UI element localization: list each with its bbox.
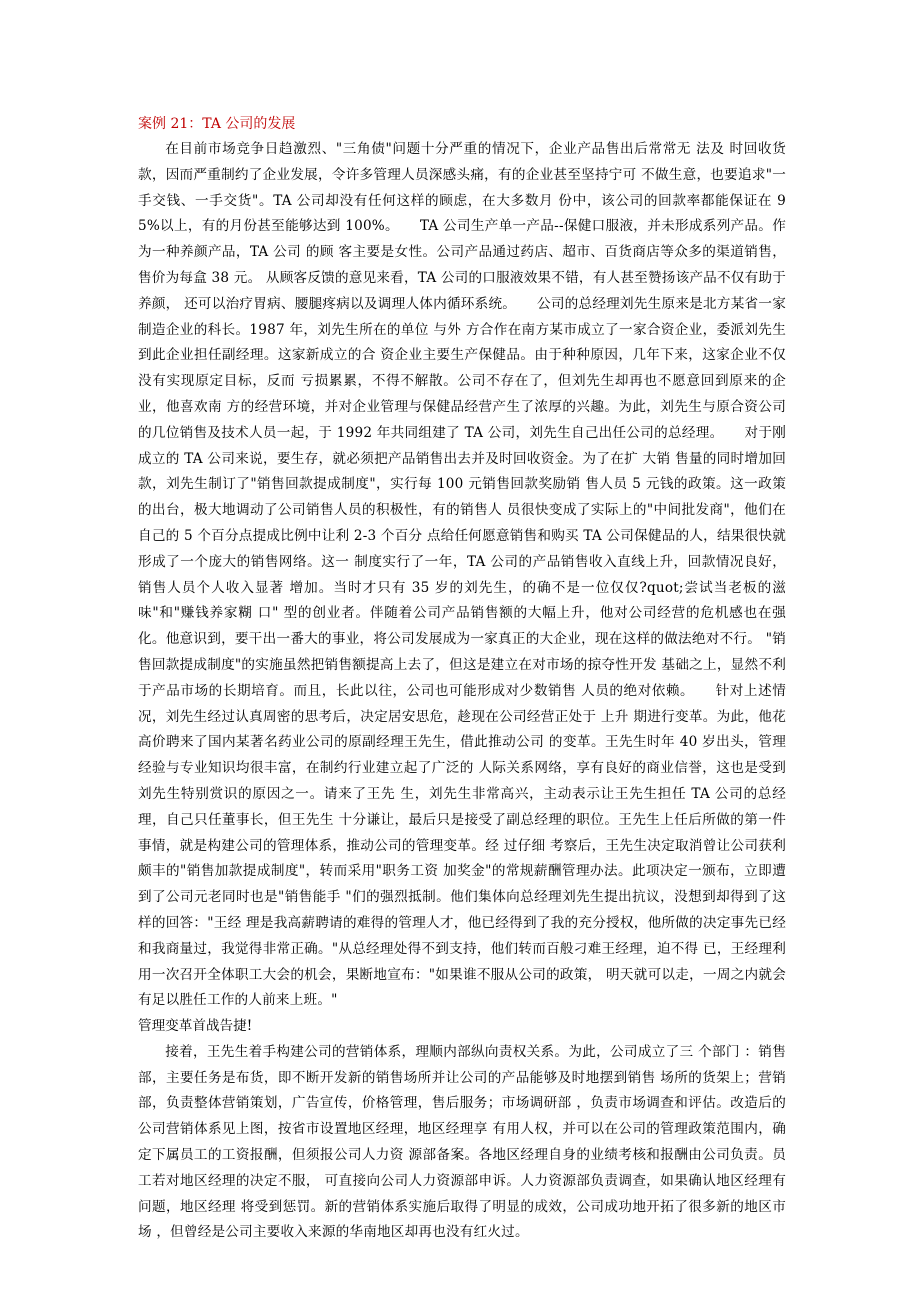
paragraph-marketing: 接着，王先生着手构建公司的营销体系，理顺内部纵向责权关系。为此，公司成立了三 个部门 ：销售部，主要任务是布货，即不断开发新的销售场所并让公司的产品能够及时地摆到销售 场所的货架上；营销部，负责整体营销策划，广告宣传，价格管理，售后服务；市场调研部 ，负责市场调查和评估。改造后的公司营销体系见上图，按省市设置地区经理，地区经理享 有用人权，并可以在公司的管理政策范围内，确定下属员工的工资报酬，但须报公司人力资 源部备案。各地区经理自身的业绩考核和报酬由公司负责。员工若对地区经理的决定不服， 可直接向公司人力资源部申诉。人力资源部负责调查，如果确认地区经理有问题，地区经理 将受到惩罚。新的营销体系实施后取得了明显的成效，公司成功地开拓了很多新的地区市场 ，但曾经是公司主要收入来源的华南地区却再也没有红火过。 <box>138 1043 786 1241</box>
case-title: 案例 21：TA 公司的发展 <box>138 116 296 132</box>
paragraph-intro: 在目前市场竞争日趋激烈、"三角债"问题十分严重的情况下，企业产品售出后常常无 法及 时回收货款，因而严重制约了企业发展，令许多管理人员深感头痛，有的企业甚至坚持宁可 不做生意，也要追求"一手交钱、一手交货"。TA 公司却没有任何这样的顾虑，在大多数月 份中，该公司的回款率都能保证在 95%以上，有的月份甚至能够达到 100%。 TA 公司生产单一产品--保健口服液，并未形成系列产品。作为一种养颜产品，TA 公司 的顾 客主要是女性。公司产品通过药店、超市、百货商店等众多的渠道销售，售价为每盒 38 元。 从顾客反馈的意见来看，TA 公司的口服液效果不错，有人甚至赞扬该产品不仅有助于养颜， 还可以治疗胃病、腰腿疼病以及调理人体内循环系统。 公司的总经理刘先生原来是北方某省一家制造企业的科长。1987 年，刘先生所在的单位 与外 方合作在南方某市成立了一家合资企业，委派刘先生到此企业担任副经理。这家新成立的合 资企业主要生产保健品。由于种种原因，几年下来，这家企业不仅没有实现原定目标，反而 亏损累累，不得不解散。公司不存在了，但刘先生却再也不愿意回到原来的企业，他喜欢南 方的经营环境，并对企业管理与保健品经营产生了浓厚的兴趣。为此，刘先生与原合资公司 的几位销售及技术人员一起，于 1992 年共同组建了 TA 公司，刘先生自己出任公司的总经理。 对于刚成立的 TA 公司来说，要生存，就必须把产品销售出去并及时回收资金。为了在扩 大销 售量的同时增加回款，刘先生制订了"销售回款提成制度"，实行每 100 元销售回款奖励销 售人员 5 元钱的政策。这一政策的出台，极大地调动了公司销售人员的积极性，有的销售人 员很快变成了实际上的"中间批发商"，他们在自己的 5 个百分点提成比例中让利 2-3 个百分 点给任何愿意销售和购买 TA 公司保健品的人，结果很快就形成了一个庞大的销售网络。这一 制度实行了一年，TA 公司的产品销售收入直线上升，回款情况良好，销售人员个人收入显著 增加。当时才只有 35 岁的刘先生，的确不是一位仅仅?quot;尝试当老板的滋味"和"赚钱养家糊 口" 型的创业者。伴随着公司产品销售额的大幅上升，他对公司经营的危机感也在强化。他意识到，要干出一番大的事业，将公司发展成为一家真正的大企业，现在这样的做法绝对不行。 "销售回款提成制度"的实施虽然把销售额提高上去了，但这是建立在对市场的掠夺性开发 基础之上，显然不利于产品市场的长期培育。而且，长此以往，公司也可能形成对少数销售 人员的绝对依赖。 针对上述情况，刘先生经过认真周密的思考后，决定居安思危，趁现在公司经营正处于 上升 期进行变革。为此，他花高价聘来了国内某著名药业公司的原副经理王先生，借此推动公司 的变革。王先生时年 40 岁出头，管理经验与专业知识均很丰富，在制约行业建立起了广泛的 人际关系网络，享有良好的商业信誉，这也是受到刘先生特别赏识的原因之一。请来了王先 生，刘先生非常高兴，主动表示让王先生担任 TA 公司的总经理，自己只任董事长，但王先生 十分谦让，最后只是接受了副总经理的职位。王先生上任后所做的第一件事情，就是构建公司的管理体系，推动公司的管理变革。经 过仔细 考察后，王先生决定取消曾让公司获利颇丰的"销售加款提成制度"，转而采用"职务工资 加奖金"的常规薪酬管理办法。此项决定一颁布，立即遭到了公司元老同时也是"销售能手 "们的强烈抵制。他们集体向总经理刘先生提出抗议，没想到却得到了这样的回答："王经 理是我高薪聘请的难得的管理人才，他已经得到了我的充分授权，他所做的决定事先已经和我商量过，我觉得非常正确。"从总经理处得不到支持，他们转而百般刁难王经理，迫不得 已，王经理利用一次召开全体职工大会的机会，果断地宣布："如果谁不服从公司的政策， 明天就可以走，一周之内就会有足以胜任工作的人前来上班。" <box>138 141 786 1009</box>
document-page <box>138 111 786 1246</box>
section-heading: 管理变革首战告捷! <box>138 1018 253 1035</box>
